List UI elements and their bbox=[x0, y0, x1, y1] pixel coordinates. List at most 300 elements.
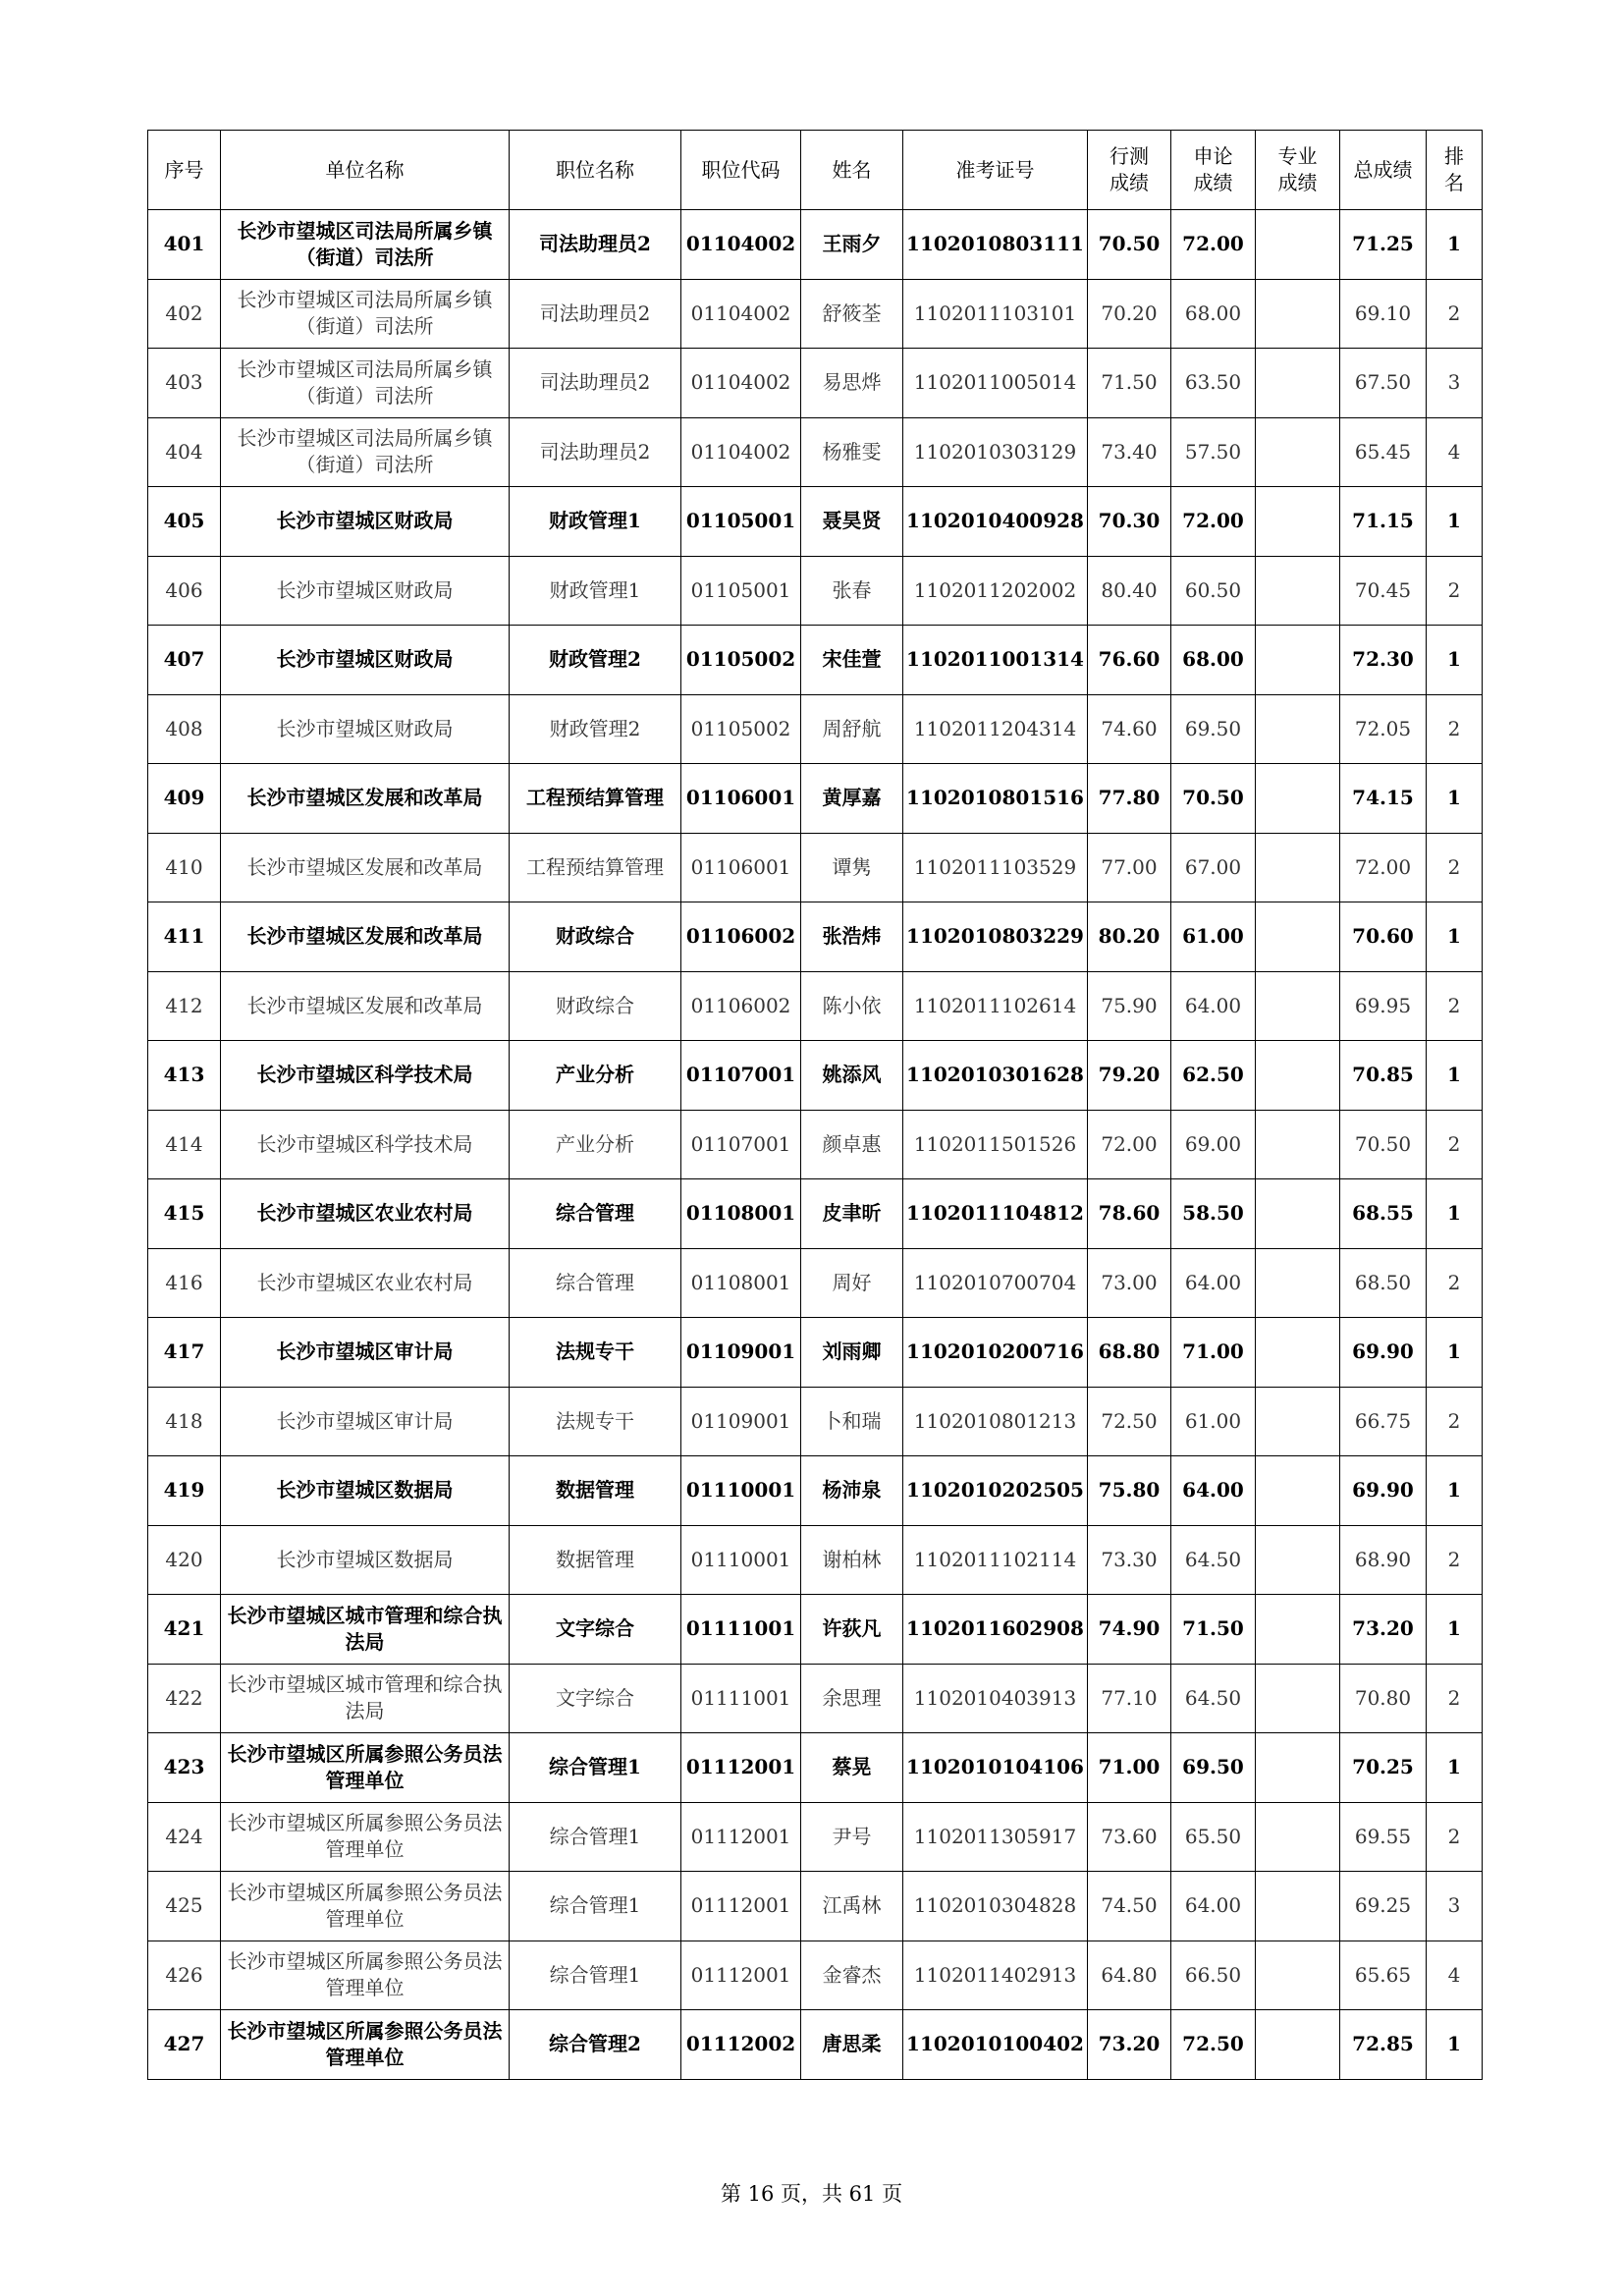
row-exam-id: 1102010301628 bbox=[903, 1041, 1088, 1111]
row-total: 69.10 bbox=[1340, 279, 1427, 349]
row-xingce: 75.90 bbox=[1088, 971, 1171, 1041]
row-shenlun: 67.00 bbox=[1171, 833, 1256, 902]
row-no: 404 bbox=[148, 417, 221, 487]
row-code: 01112001 bbox=[681, 1872, 801, 1941]
row-exam-id: 1102011402913 bbox=[903, 1941, 1088, 2010]
row-position: 综合管理1 bbox=[510, 1872, 681, 1941]
row-name: 张春 bbox=[801, 556, 903, 626]
row-code: 01109001 bbox=[681, 1387, 801, 1456]
row-exam-id: 1102011102114 bbox=[903, 1525, 1088, 1595]
row-name: 王雨夕 bbox=[801, 210, 903, 280]
row-code: 01104002 bbox=[681, 210, 801, 280]
row-rank: 2 bbox=[1427, 556, 1483, 626]
row-xingce: 72.00 bbox=[1088, 1110, 1171, 1179]
row-shenlun: 64.50 bbox=[1171, 1664, 1256, 1733]
row-rank: 2 bbox=[1427, 1248, 1483, 1318]
row-xingce: 73.00 bbox=[1088, 1248, 1171, 1318]
row-unit: 长沙市望城区数据局 bbox=[221, 1525, 510, 1595]
row-exam-id: 1102011204314 bbox=[903, 694, 1088, 764]
row-no: 406 bbox=[148, 556, 221, 626]
row-rank: 1 bbox=[1427, 210, 1483, 280]
row-code: 01106001 bbox=[681, 764, 801, 834]
row-total: 68.55 bbox=[1340, 1179, 1427, 1249]
row-total: 72.00 bbox=[1340, 833, 1427, 902]
table-row bbox=[148, 626, 1483, 695]
row-shenlun: 70.50 bbox=[1171, 764, 1256, 834]
row-rank: 1 bbox=[1427, 1179, 1483, 1249]
row-code: 01111001 bbox=[681, 1664, 801, 1733]
row-shenlun: 66.50 bbox=[1171, 1941, 1256, 2010]
row-no: 421 bbox=[148, 1595, 221, 1665]
row-xingce: 70.30 bbox=[1088, 487, 1171, 557]
row-name: 周舒航 bbox=[801, 694, 903, 764]
row-position: 财政管理1 bbox=[510, 487, 681, 557]
row-shenlun: 71.50 bbox=[1171, 1595, 1256, 1665]
row-professional bbox=[1256, 487, 1340, 557]
row-shenlun: 69.50 bbox=[1171, 694, 1256, 764]
table-row bbox=[148, 279, 1483, 349]
row-rank: 2 bbox=[1427, 1110, 1483, 1179]
row-position: 财政管理1 bbox=[510, 556, 681, 626]
row-unit: 长沙市望城区所属参照公务员法管理单位 bbox=[221, 2010, 510, 2080]
row-professional bbox=[1256, 833, 1340, 902]
row-xingce: 71.00 bbox=[1088, 1733, 1171, 1803]
row-name: 皮聿昕 bbox=[801, 1179, 903, 1249]
row-total: 69.25 bbox=[1340, 1872, 1427, 1941]
row-unit: 长沙市望城区财政局 bbox=[221, 694, 510, 764]
row-name: 聂昊贤 bbox=[801, 487, 903, 557]
row-unit: 长沙市望城区城市管理和综合执法局 bbox=[221, 1595, 510, 1665]
row-code: 01109001 bbox=[681, 1318, 801, 1388]
row-shenlun: 64.00 bbox=[1171, 971, 1256, 1041]
row-total: 65.45 bbox=[1340, 417, 1427, 487]
row-total: 70.25 bbox=[1340, 1733, 1427, 1803]
row-position: 综合管理 bbox=[510, 1248, 681, 1318]
row-rank: 1 bbox=[1427, 902, 1483, 972]
row-rank: 1 bbox=[1427, 1041, 1483, 1111]
row-total: 70.85 bbox=[1340, 1041, 1427, 1111]
row-no: 419 bbox=[148, 1456, 221, 1526]
row-professional bbox=[1256, 764, 1340, 834]
row-no: 407 bbox=[148, 626, 221, 695]
table-row bbox=[148, 1179, 1483, 1249]
table-row bbox=[148, 487, 1483, 557]
row-total: 69.95 bbox=[1340, 971, 1427, 1041]
row-position: 产业分析 bbox=[510, 1041, 681, 1111]
row-shenlun: 64.00 bbox=[1171, 1456, 1256, 1526]
row-shenlun: 72.00 bbox=[1171, 487, 1256, 557]
row-code: 01112001 bbox=[681, 1733, 801, 1803]
row-total: 69.90 bbox=[1340, 1456, 1427, 1526]
row-code: 01105001 bbox=[681, 487, 801, 557]
row-exam-id: 1102010304828 bbox=[903, 1872, 1088, 1941]
table-row bbox=[148, 556, 1483, 626]
row-xingce: 77.80 bbox=[1088, 764, 1171, 834]
row-name: 姚添风 bbox=[801, 1041, 903, 1111]
row-total: 70.60 bbox=[1340, 902, 1427, 972]
row-position: 综合管理1 bbox=[510, 1733, 681, 1803]
row-position: 综合管理1 bbox=[510, 1941, 681, 2010]
row-total: 70.45 bbox=[1340, 556, 1427, 626]
row-no: 426 bbox=[148, 1941, 221, 2010]
row-code: 01106002 bbox=[681, 902, 801, 972]
row-unit: 长沙市望城区发展和改革局 bbox=[221, 833, 510, 902]
row-professional bbox=[1256, 1179, 1340, 1249]
row-exam-id: 1102011202002 bbox=[903, 556, 1088, 626]
row-rank: 3 bbox=[1427, 1872, 1483, 1941]
row-xingce: 76.60 bbox=[1088, 626, 1171, 695]
table-row bbox=[148, 902, 1483, 972]
row-total: 72.05 bbox=[1340, 694, 1427, 764]
row-exam-id: 1102010700704 bbox=[903, 1248, 1088, 1318]
row-code: 01110001 bbox=[681, 1456, 801, 1526]
row-professional bbox=[1256, 2010, 1340, 2080]
row-shenlun: 72.50 bbox=[1171, 2010, 1256, 2080]
row-rank: 2 bbox=[1427, 1525, 1483, 1595]
row-exam-id: 1102011501526 bbox=[903, 1110, 1088, 1179]
row-xingce: 79.20 bbox=[1088, 1041, 1171, 1111]
row-shenlun: 61.00 bbox=[1171, 1387, 1256, 1456]
row-no: 418 bbox=[148, 1387, 221, 1456]
row-rank: 2 bbox=[1427, 1387, 1483, 1456]
row-no: 409 bbox=[148, 764, 221, 834]
row-position: 司法助理员2 bbox=[510, 210, 681, 280]
row-shenlun: 72.00 bbox=[1171, 210, 1256, 280]
row-xingce: 77.00 bbox=[1088, 833, 1171, 902]
row-unit: 长沙市望城区城市管理和综合执法局 bbox=[221, 1664, 510, 1733]
row-name: 宋佳萱 bbox=[801, 626, 903, 695]
row-position: 文字综合 bbox=[510, 1595, 681, 1665]
row-name: 陈小依 bbox=[801, 971, 903, 1041]
row-unit: 长沙市望城区司法局所属乡镇（街道）司法所 bbox=[221, 349, 510, 418]
row-rank: 1 bbox=[1427, 1733, 1483, 1803]
row-code: 01104002 bbox=[681, 417, 801, 487]
row-exam-id: 1102010801213 bbox=[903, 1387, 1088, 1456]
row-name: 杨雅雯 bbox=[801, 417, 903, 487]
header-unit: 单位名称 bbox=[221, 131, 510, 210]
row-exam-id: 1102010200716 bbox=[903, 1318, 1088, 1388]
table-row bbox=[148, 417, 1483, 487]
row-no: 427 bbox=[148, 2010, 221, 2080]
row-professional bbox=[1256, 279, 1340, 349]
row-name: 尹号 bbox=[801, 1802, 903, 1872]
row-xingce: 73.30 bbox=[1088, 1525, 1171, 1595]
header-position: 职位名称 bbox=[510, 131, 681, 210]
row-professional bbox=[1256, 1318, 1340, 1388]
row-shenlun: 63.50 bbox=[1171, 349, 1256, 418]
row-total: 73.20 bbox=[1340, 1595, 1427, 1665]
row-professional bbox=[1256, 1872, 1340, 1941]
row-professional bbox=[1256, 1248, 1340, 1318]
row-shenlun: 68.00 bbox=[1171, 279, 1256, 349]
row-rank: 1 bbox=[1427, 1456, 1483, 1526]
header-exam-id: 准考证号 bbox=[903, 131, 1088, 210]
row-code: 01112002 bbox=[681, 2010, 801, 2080]
row-total: 71.15 bbox=[1340, 487, 1427, 557]
row-rank: 1 bbox=[1427, 626, 1483, 695]
row-exam-id: 1102010100402 bbox=[903, 2010, 1088, 2080]
table-row bbox=[148, 1664, 1483, 1733]
row-professional bbox=[1256, 1456, 1340, 1526]
row-unit: 长沙市望城区发展和改革局 bbox=[221, 764, 510, 834]
row-unit: 长沙市望城区司法局所属乡镇（街道）司法所 bbox=[221, 210, 510, 280]
row-rank: 1 bbox=[1427, 764, 1483, 834]
row-name: 蔡晃 bbox=[801, 1733, 903, 1803]
table-body bbox=[148, 210, 1483, 2080]
row-xingce: 70.20 bbox=[1088, 279, 1171, 349]
row-exam-id: 1102011001314 bbox=[903, 626, 1088, 695]
row-code: 01104002 bbox=[681, 279, 801, 349]
header-total: 总成绩 bbox=[1340, 131, 1427, 210]
row-professional bbox=[1256, 1525, 1340, 1595]
row-rank: 4 bbox=[1427, 1941, 1483, 2010]
row-exam-id: 1102011103101 bbox=[903, 279, 1088, 349]
row-exam-id: 1102011602908 bbox=[903, 1595, 1088, 1665]
header-name: 姓名 bbox=[801, 131, 903, 210]
row-professional bbox=[1256, 1941, 1340, 2010]
row-rank: 2 bbox=[1427, 971, 1483, 1041]
row-position: 财政综合 bbox=[510, 971, 681, 1041]
row-unit: 长沙市望城区发展和改革局 bbox=[221, 971, 510, 1041]
row-xingce: 70.50 bbox=[1088, 210, 1171, 280]
row-name: 金睿杰 bbox=[801, 1941, 903, 2010]
row-unit: 长沙市望城区农业农村局 bbox=[221, 1248, 510, 1318]
row-rank: 2 bbox=[1427, 833, 1483, 902]
row-name: 易思烨 bbox=[801, 349, 903, 418]
table-row bbox=[148, 971, 1483, 1041]
row-name: 颜卓惠 bbox=[801, 1110, 903, 1179]
row-unit: 长沙市望城区数据局 bbox=[221, 1456, 510, 1526]
table-row bbox=[148, 1041, 1483, 1111]
row-code: 01105002 bbox=[681, 626, 801, 695]
row-code: 01107001 bbox=[681, 1110, 801, 1179]
row-no: 423 bbox=[148, 1733, 221, 1803]
row-exam-id: 1102010803111 bbox=[903, 210, 1088, 280]
row-exam-id: 1102011305917 bbox=[903, 1802, 1088, 1872]
row-xingce: 73.40 bbox=[1088, 417, 1171, 487]
row-position: 司法助理员2 bbox=[510, 279, 681, 349]
table-row bbox=[148, 1595, 1483, 1665]
row-total: 72.30 bbox=[1340, 626, 1427, 695]
table-row bbox=[148, 1456, 1483, 1526]
row-name: 杨沛泉 bbox=[801, 1456, 903, 1526]
table-row bbox=[148, 1872, 1483, 1941]
row-no: 401 bbox=[148, 210, 221, 280]
row-shenlun: 58.50 bbox=[1171, 1179, 1256, 1249]
row-code: 01106002 bbox=[681, 971, 801, 1041]
row-rank: 1 bbox=[1427, 1595, 1483, 1665]
row-code: 01107001 bbox=[681, 1041, 801, 1111]
row-no: 405 bbox=[148, 487, 221, 557]
row-shenlun: 57.50 bbox=[1171, 417, 1256, 487]
row-professional bbox=[1256, 1802, 1340, 1872]
row-unit: 长沙市望城区财政局 bbox=[221, 626, 510, 695]
table-row bbox=[148, 1941, 1483, 2010]
row-name: 刘雨卿 bbox=[801, 1318, 903, 1388]
row-name: 余思理 bbox=[801, 1664, 903, 1733]
row-exam-id: 1102010801516 bbox=[903, 764, 1088, 834]
row-name: 谭隽 bbox=[801, 833, 903, 902]
row-shenlun: 64.00 bbox=[1171, 1248, 1256, 1318]
row-position: 文字综合 bbox=[510, 1664, 681, 1733]
row-unit: 长沙市望城区所属参照公务员法管理单位 bbox=[221, 1733, 510, 1803]
row-position: 数据管理 bbox=[510, 1525, 681, 1595]
row-exam-id: 1102010400928 bbox=[903, 487, 1088, 557]
row-no: 416 bbox=[148, 1248, 221, 1318]
row-code: 01112001 bbox=[681, 1802, 801, 1872]
table-row bbox=[148, 764, 1483, 834]
row-xingce: 77.10 bbox=[1088, 1664, 1171, 1733]
row-position: 综合管理 bbox=[510, 1179, 681, 1249]
row-code: 01110001 bbox=[681, 1525, 801, 1595]
row-rank: 2 bbox=[1427, 279, 1483, 349]
row-professional bbox=[1256, 626, 1340, 695]
row-shenlun: 65.50 bbox=[1171, 1802, 1256, 1872]
row-xingce: 72.50 bbox=[1088, 1387, 1171, 1456]
row-name: 黄厚嘉 bbox=[801, 764, 903, 834]
row-xingce: 80.20 bbox=[1088, 902, 1171, 972]
table-row bbox=[148, 1110, 1483, 1179]
row-unit: 长沙市望城区所属参照公务员法管理单位 bbox=[221, 1941, 510, 2010]
row-unit: 长沙市望城区财政局 bbox=[221, 556, 510, 626]
row-unit: 长沙市望城区审计局 bbox=[221, 1318, 510, 1388]
row-name: 周好 bbox=[801, 1248, 903, 1318]
row-xingce: 68.80 bbox=[1088, 1318, 1171, 1388]
row-shenlun: 68.00 bbox=[1171, 626, 1256, 695]
row-exam-id: 1102010803229 bbox=[903, 902, 1088, 972]
row-total: 72.85 bbox=[1340, 2010, 1427, 2080]
header-code: 职位代码 bbox=[681, 131, 801, 210]
row-position: 财政管理2 bbox=[510, 694, 681, 764]
row-position: 综合管理2 bbox=[510, 2010, 681, 2080]
row-name: 谢柏林 bbox=[801, 1525, 903, 1595]
row-total: 65.65 bbox=[1340, 1941, 1427, 2010]
row-xingce: 74.60 bbox=[1088, 694, 1171, 764]
row-position: 工程预结算管理 bbox=[510, 833, 681, 902]
row-name: 唐思柔 bbox=[801, 2010, 903, 2080]
row-professional bbox=[1256, 902, 1340, 972]
row-name: 江禹林 bbox=[801, 1872, 903, 1941]
row-xingce: 73.60 bbox=[1088, 1802, 1171, 1872]
row-total: 69.55 bbox=[1340, 1802, 1427, 1872]
table-row bbox=[148, 1802, 1483, 1872]
table-row bbox=[148, 210, 1483, 280]
row-rank: 2 bbox=[1427, 1664, 1483, 1733]
table-row bbox=[148, 1318, 1483, 1388]
row-rank: 1 bbox=[1427, 1318, 1483, 1388]
table-row bbox=[148, 2010, 1483, 2080]
row-name: 舒筱荃 bbox=[801, 279, 903, 349]
row-no: 425 bbox=[148, 1872, 221, 1941]
row-shenlun: 64.00 bbox=[1171, 1872, 1256, 1941]
row-professional bbox=[1256, 349, 1340, 418]
row-no: 414 bbox=[148, 1110, 221, 1179]
row-professional bbox=[1256, 1110, 1340, 1179]
row-code: 01111001 bbox=[681, 1595, 801, 1665]
row-unit: 长沙市望城区科学技术局 bbox=[221, 1110, 510, 1179]
row-code: 01105001 bbox=[681, 556, 801, 626]
row-no: 410 bbox=[148, 833, 221, 902]
row-professional bbox=[1256, 694, 1340, 764]
row-xingce: 71.50 bbox=[1088, 349, 1171, 418]
row-xingce: 78.60 bbox=[1088, 1179, 1171, 1249]
row-position: 法规专干 bbox=[510, 1318, 681, 1388]
row-professional bbox=[1256, 417, 1340, 487]
row-code: 01104002 bbox=[681, 349, 801, 418]
row-shenlun: 61.00 bbox=[1171, 902, 1256, 972]
row-xingce: 74.90 bbox=[1088, 1595, 1171, 1665]
row-professional bbox=[1256, 1595, 1340, 1665]
row-professional bbox=[1256, 1664, 1340, 1733]
row-total: 70.80 bbox=[1340, 1664, 1427, 1733]
row-total: 71.25 bbox=[1340, 210, 1427, 280]
row-name: 许荻凡 bbox=[801, 1595, 903, 1665]
row-name: 卜和瑞 bbox=[801, 1387, 903, 1456]
header-rank: 排 名 bbox=[1427, 131, 1483, 210]
row-unit: 长沙市望城区审计局 bbox=[221, 1387, 510, 1456]
row-xingce: 74.50 bbox=[1088, 1872, 1171, 1941]
row-rank: 1 bbox=[1427, 487, 1483, 557]
row-exam-id: 1102011103529 bbox=[903, 833, 1088, 902]
row-exam-id: 1102011102614 bbox=[903, 971, 1088, 1041]
header-shenlun: 申论 成绩 bbox=[1171, 131, 1256, 210]
row-position: 产业分析 bbox=[510, 1110, 681, 1179]
row-position: 财政综合 bbox=[510, 902, 681, 972]
row-total: 67.50 bbox=[1340, 349, 1427, 418]
row-no: 415 bbox=[148, 1179, 221, 1249]
row-code: 01105002 bbox=[681, 694, 801, 764]
table-row bbox=[148, 349, 1483, 418]
row-exam-id: 1102010202505 bbox=[903, 1456, 1088, 1526]
row-total: 74.15 bbox=[1340, 764, 1427, 834]
row-unit: 长沙市望城区农业农村局 bbox=[221, 1179, 510, 1249]
row-code: 01108001 bbox=[681, 1179, 801, 1249]
row-exam-id: 1102010104106 bbox=[903, 1733, 1088, 1803]
row-professional bbox=[1256, 1041, 1340, 1111]
header-professional: 专业 成绩 bbox=[1256, 131, 1340, 210]
row-unit: 长沙市望城区所属参照公务员法管理单位 bbox=[221, 1802, 510, 1872]
row-position: 司法助理员2 bbox=[510, 349, 681, 418]
row-code: 01106001 bbox=[681, 833, 801, 902]
row-unit: 长沙市望城区所属参照公务员法管理单位 bbox=[221, 1872, 510, 1941]
page-footer: 第 16 页，共 61 页 bbox=[720, 2182, 903, 2206]
table-row bbox=[148, 1525, 1483, 1595]
row-xingce: 80.40 bbox=[1088, 556, 1171, 626]
row-no: 417 bbox=[148, 1318, 221, 1388]
row-professional bbox=[1256, 556, 1340, 626]
row-unit: 长沙市望城区司法局所属乡镇（街道）司法所 bbox=[221, 279, 510, 349]
row-code: 01108001 bbox=[681, 1248, 801, 1318]
table-row bbox=[148, 1387, 1483, 1456]
row-no: 408 bbox=[148, 694, 221, 764]
score-table bbox=[147, 130, 1483, 2080]
row-position: 法规专干 bbox=[510, 1387, 681, 1456]
table-row bbox=[148, 1248, 1483, 1318]
row-rank: 1 bbox=[1427, 2010, 1483, 2080]
row-professional bbox=[1256, 210, 1340, 280]
row-no: 422 bbox=[148, 1664, 221, 1733]
row-position: 司法助理员2 bbox=[510, 417, 681, 487]
row-rank: 2 bbox=[1427, 1802, 1483, 1872]
row-exam-id: 1102010403913 bbox=[903, 1664, 1088, 1733]
row-no: 420 bbox=[148, 1525, 221, 1595]
table-row bbox=[148, 1733, 1483, 1803]
row-shenlun: 60.50 bbox=[1171, 556, 1256, 626]
row-name: 张浩炜 bbox=[801, 902, 903, 972]
row-position: 财政管理2 bbox=[510, 626, 681, 695]
row-exam-id: 1102011104812 bbox=[903, 1179, 1088, 1249]
row-total: 66.75 bbox=[1340, 1387, 1427, 1456]
